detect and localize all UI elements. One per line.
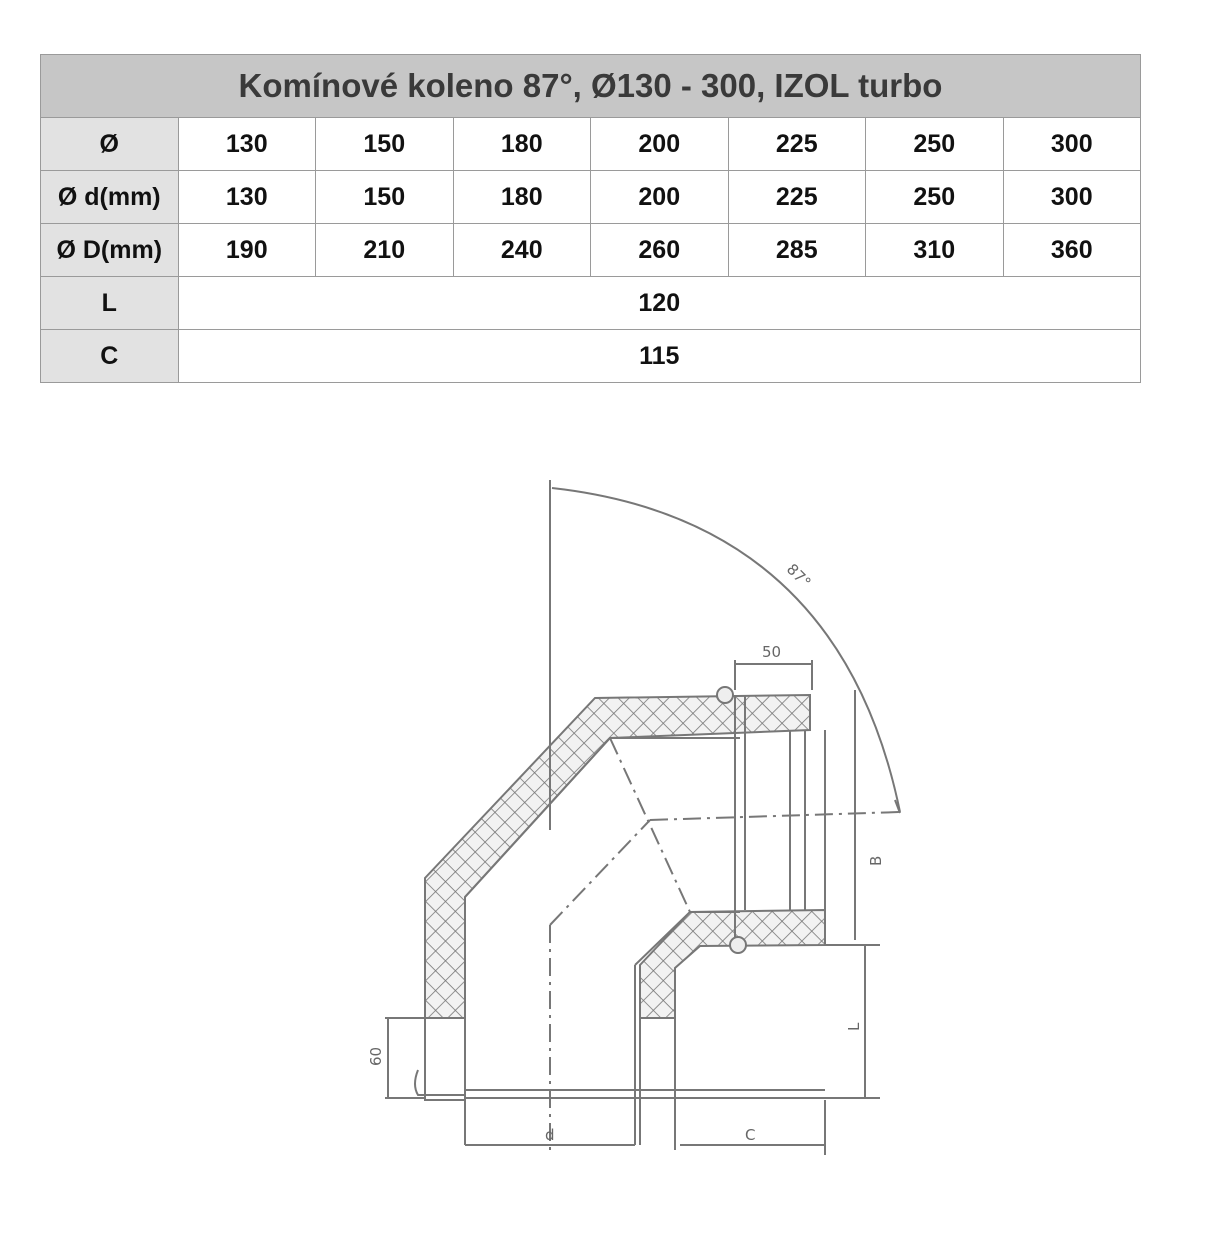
spec-table bbox=[40, 54, 1141, 383]
table-cell: 180 bbox=[453, 171, 591, 224]
row-label: L bbox=[41, 277, 179, 330]
dim-right-upper-label: B bbox=[867, 855, 885, 866]
dim-bottom-right-label: C bbox=[745, 1126, 756, 1144]
table-row bbox=[41, 277, 1141, 330]
table-row bbox=[41, 224, 1141, 277]
table-cell: 190 bbox=[178, 224, 316, 277]
table-cell: 115 bbox=[178, 330, 1141, 383]
dim-right-lower-label: L bbox=[845, 1022, 863, 1031]
dim-left-label: 60 bbox=[367, 1046, 385, 1066]
table-cell: 285 bbox=[728, 224, 866, 277]
table-cell: 200 bbox=[591, 171, 729, 224]
elbow-technical-drawing bbox=[340, 470, 920, 1170]
table-cell: 225 bbox=[728, 171, 866, 224]
insulation-outer-shell bbox=[425, 695, 810, 1018]
row-label: Ø D(mm) bbox=[41, 224, 179, 277]
table-cell: 300 bbox=[1003, 118, 1141, 171]
table-cell: 130 bbox=[178, 171, 316, 224]
angle-label: 87° bbox=[782, 560, 815, 592]
elbow-drawing-svg bbox=[340, 470, 920, 1170]
table-cell: 200 bbox=[591, 118, 729, 171]
table-cell: 225 bbox=[728, 118, 866, 171]
row-label: Ø bbox=[41, 118, 179, 171]
table-cell: 150 bbox=[316, 171, 454, 224]
table-cell: 120 bbox=[178, 277, 1141, 330]
table-cell: 310 bbox=[866, 224, 1004, 277]
table-row bbox=[41, 171, 1141, 224]
row-label: C bbox=[41, 330, 179, 383]
table-cell: 360 bbox=[1003, 224, 1141, 277]
table-title: Komínové koleno 87°, Ø130 - 300, IZOL turbo bbox=[41, 55, 1141, 118]
table-cell: 300 bbox=[1003, 171, 1141, 224]
table-cell: 130 bbox=[178, 118, 316, 171]
table-row bbox=[41, 118, 1141, 171]
table-title-row bbox=[41, 55, 1141, 118]
table-row bbox=[41, 330, 1141, 383]
dim-top-label: 50 bbox=[762, 643, 782, 661]
table-cell: 240 bbox=[453, 224, 591, 277]
table-cell: 250 bbox=[866, 171, 1004, 224]
table-cell: 250 bbox=[866, 118, 1004, 171]
table-cell: 180 bbox=[453, 118, 591, 171]
table-cell: 260 bbox=[591, 224, 729, 277]
row-label: Ø d(mm) bbox=[41, 171, 179, 224]
table-cell: 210 bbox=[316, 224, 454, 277]
table-cell: 150 bbox=[316, 118, 454, 171]
dim-bottom-left-label: d bbox=[545, 1126, 555, 1144]
insulation-inner-shell bbox=[640, 910, 825, 1018]
